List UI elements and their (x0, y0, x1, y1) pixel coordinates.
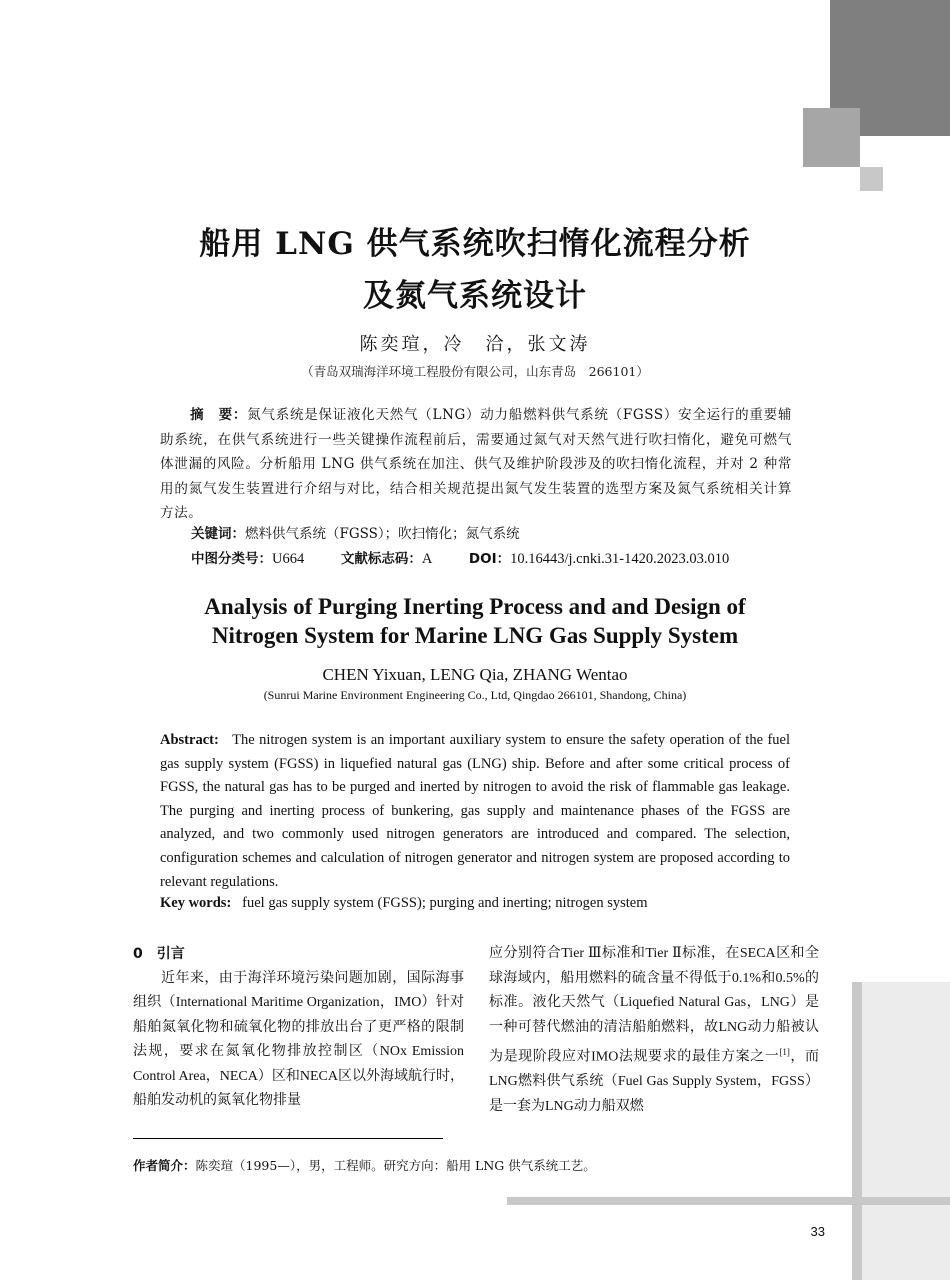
doi-label: DOI： (468, 551, 511, 567)
footnote-divider (133, 1138, 443, 1139)
title-en-line-1: Analysis of Purging Inerting Process and and Design of (204, 594, 746, 619)
abstract-cn-label: 摘 要： (190, 407, 248, 423)
keywords-chinese (191, 522, 520, 542)
doc-code-label: 文献标志码： (340, 551, 422, 567)
abstract-english (160, 729, 790, 894)
body-column-right (489, 942, 819, 1119)
title-chinese (0, 218, 950, 322)
doc-code-value: A (421, 551, 433, 567)
abstract-en-text: The nitrogen system is an important auxiliary system to ensure the safety operation of the fuel gas supply system (FGSS) in liquefied natural gas (LNG) ship. Before and after some critical process of FGSS, the natural gas has to be purged and inerted by nitrogen to avoid the risk of flammable gas leakage. The purging and inerting process of bunkering, gas supply and maintenance phases of the FGSS are analyzed, and two commonly used nitrogen generators are introduced and compared. The selection, configuration schemes and calculation of nitrogen generator and nitrogen system are proposed according to relevant regulations. (160, 732, 790, 890)
citation-ref: [1] (779, 1047, 790, 1057)
corner-decoration-mid (803, 108, 860, 167)
keywords-en-label: Key words: (160, 895, 232, 911)
authors-english: CHEN Yixuan, LENG Qia, ZHANG Wentao (322, 665, 628, 684)
abstract-en-label: Abstract: (160, 732, 219, 748)
footnote-author-bio (133, 1156, 596, 1174)
footnote-label: 作者简介： (133, 1158, 196, 1173)
affiliation-chinese: （青岛双瑞海洋环境工程股份有限公司，山东青岛 266101） (301, 364, 649, 379)
keywords-cn-text: 燃料供气系统（FGSS）；吹扫惰化；氮气系统 (245, 526, 520, 542)
abstract-cn-text: 氮气系统是保证液化天然气（LNG）动力船燃料供气系统（FGSS）安全运行的重要辅助系统，在供气系统进行一些关键操作流程前后，需要通过氮气对天然气进行吹扫惰化，避免可燃气体泄漏的风险。分析船用 LNG 供气系统在加注、供气及维护阶段涉及的吹扫惰化流程，并对 2 种常用的氮气发生装置进行介绍与对比，结合相关规范提出氮气发生装置的选型方案及氮气系统相关计算方法。 (160, 407, 792, 521)
affiliation-english: (Sunrui Marine Environment Engineering Co., Ltd, Qingdao 266101, Shandong, China) (263, 688, 687, 702)
doi-value: 10.16443/j.cnki.31-1420.2023.03.010 (510, 551, 730, 567)
body-column-left (133, 942, 464, 1114)
body-paragraph-left: 近年来，由于海洋环境污染问题加剧，国际海事组织（International Maritime Organization，IMO）针对船舶氮氧化物和硫氧化物的排放出台了更严格的限制法规，要求在氮氧化物排放控制区（NOx Emission Control Area，NECA）区和NECA区以外海域航行时，船舶发动机的氮氧化物排量 (133, 970, 464, 1108)
title-cn-line-2: 及氮气系统设计 (363, 278, 587, 314)
body-paragraph-right-2: ，而LNG燃料供气系统（Fuel Gas Supply System，FGSS）是一套为LNG动力船双燃 (489, 1049, 819, 1114)
keywords-english (160, 895, 647, 912)
abstract-chinese (160, 403, 792, 526)
authors-chinese: 陈奕瑄，冷 洽，张文涛 (359, 334, 591, 355)
keywords-cn-label: 关键词： (191, 526, 245, 542)
side-decoration-bar (852, 982, 950, 1280)
title-cn-line-1: 船用 LNG 供气系统吹扫惰化流程分析 (199, 226, 751, 262)
title-en-line-2: Nitrogen System for Marine LNG Gas Supply System (211, 623, 739, 648)
side-decoration-vline (852, 982, 862, 1280)
clc-label: 中图分类号： (191, 551, 272, 567)
corner-decoration-small (860, 167, 883, 191)
clc-value: U664 (272, 551, 305, 567)
footnote-text: 陈奕瑄（1995—），男，工程师。研究方向：船用 LNG 供气系统工艺。 (195, 1158, 596, 1173)
title-english (0, 592, 950, 650)
keywords-en-text: fuel gas supply system (FGSS); purging and inerting; nitrogen system (242, 895, 648, 911)
section-heading: 0 引言 (133, 946, 185, 962)
page-number: 33 (810, 1224, 825, 1239)
classification-line (191, 547, 729, 568)
body-paragraph-right-1: 应分别符合Tier Ⅲ标准和Tier Ⅱ标准，在SECA区和全球海域内，船用燃料的硫含量不得低于0.1%和0.5%的标准。液化天然气（Liquefied Natural Gas，LNG）是一种可替代燃油的清洁船舶燃料，故LNG动力船被认为是现阶段应对IMO法规要求的最佳方案之一 (489, 946, 819, 1065)
bottom-decoration-hline (507, 1197, 950, 1205)
